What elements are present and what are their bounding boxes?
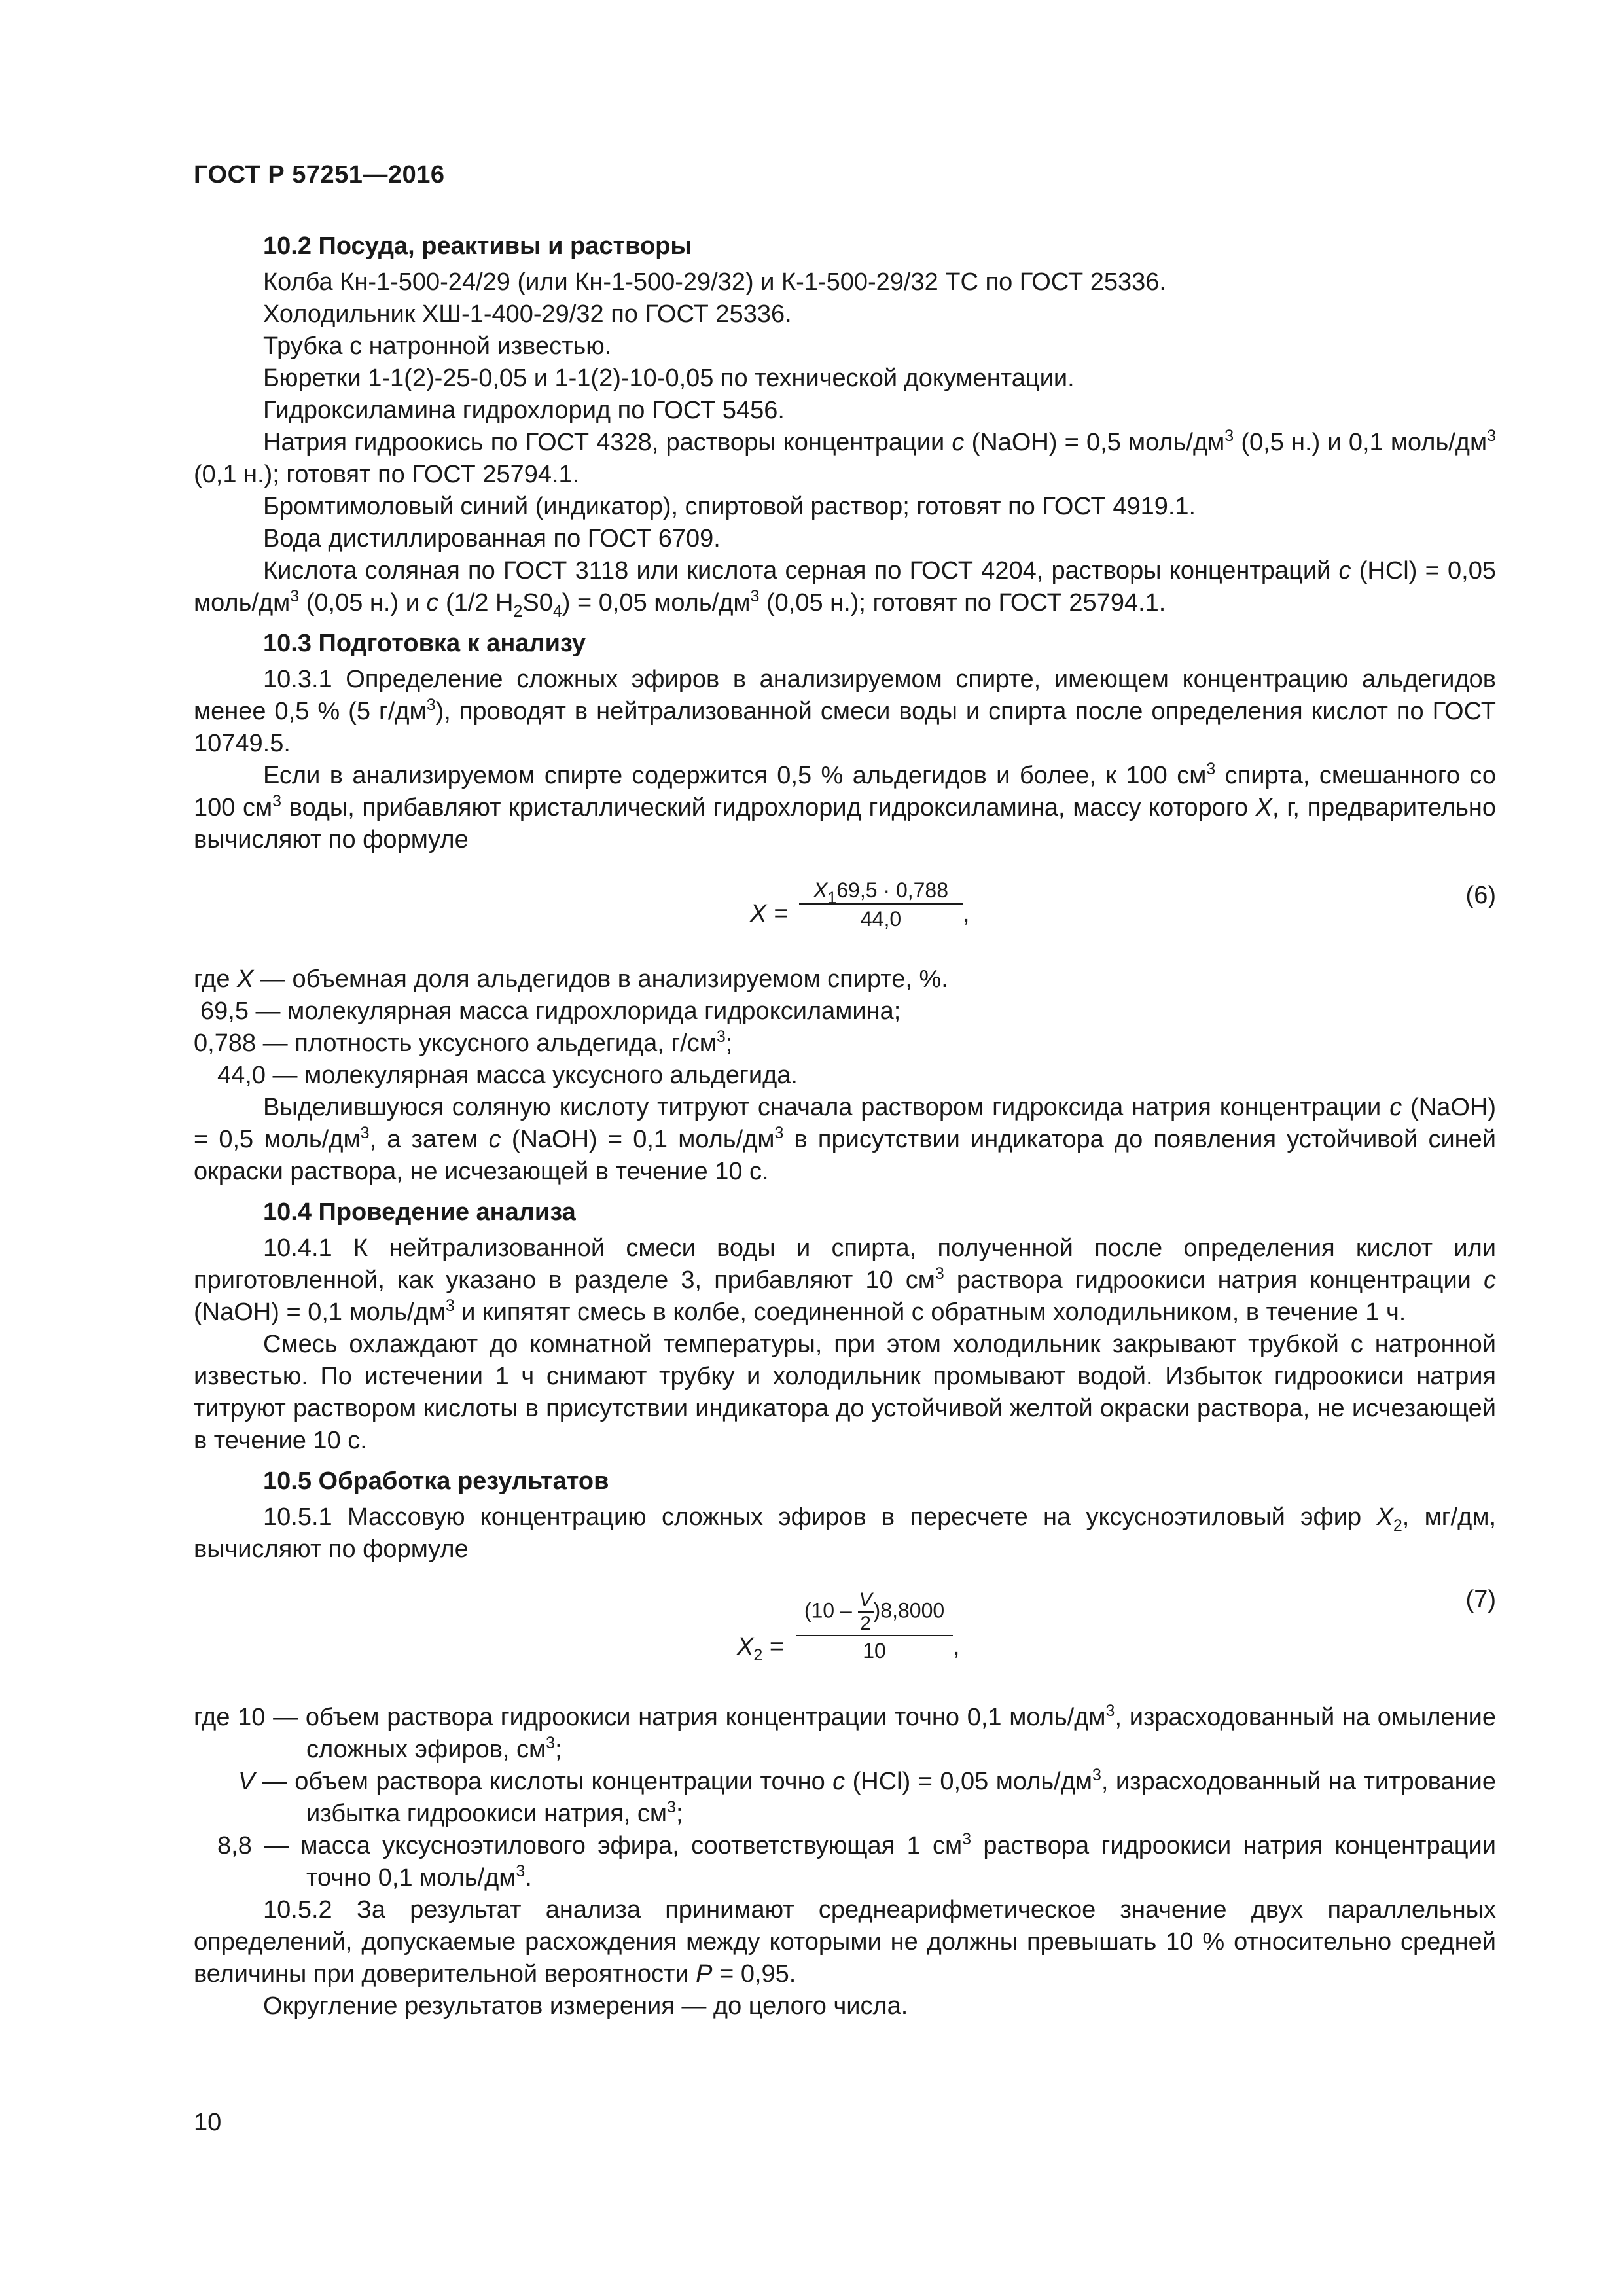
paragraph-10-3-1: 10.3.1 Определение сложных эфиров в анализируемом спирте, имеющем концентрацию альдегидов менее 0,5 % (5 $г/дм^3$), проводят в нейтрализованной смеси воды и спирта после определения кислот по ГОСТ 10749.5. xyxy=(194,666,1497,757)
section-heading-10-3: 10.3 Подготовка к анализу xyxy=(263,630,586,657)
page-content xyxy=(194,230,1496,2022)
paragraph-naoh: Натрия гидроокись по ГОСТ 4328, растворы концентрации c (NaOH) = 0,5 моль/$дм^3$ (0,5 н.) и 0,1 моль/$дм^3$ (0,1 н.); готовят по ГОСТ 25794.1. xyxy=(194,427,1497,488)
paragraph-10-4-1: 10.4.1 К нейтрализованной смеси воды и спирта, полученной после определения кислот или приготовленной, как указано в разделе 3, прибавляют 10 $см^3$ раствора гидроокиси натрия концентрации c (NaOH) = 0,1 моль/$дм^3$ и кипятят смесь в колбе, соединенной с обратным холодильником, в течение 1 ч. xyxy=(194,1234,1497,1326)
definition-line: 8,8 — масса уксусноэтилового эфира, соответствующая 1 $см^3$ раствора гидроокиси натрия концентрации точно 0,1 моль/$дм^3$. xyxy=(217,1830,1496,1892)
list-item: Трубка с натронной известью. xyxy=(263,332,612,360)
list-item: Колба Кн-1-500-24/29 (или Кн-1-500-29/32) и К-1-500-29/32 ТС по ГОСТ 25336. xyxy=(263,268,1166,296)
paragraph-10-5-1: 10.5.1 Массовую концентрацию сложных эфиров в пересчете на уксусноэтиловый эфир $X_2$, мг/дм, вычисляют по формуле xyxy=(194,1503,1497,1563)
section-heading-10-2: 10.2 Посуда, реактивы и растворы xyxy=(263,232,692,260)
formula-denominator: 10 xyxy=(796,1635,953,1664)
list-item: Бюретки 1-1(2)-25-0,05 и 1-1(2)-10-0,05 по технической документации. xyxy=(263,365,1075,392)
formula-denominator: 44,0 xyxy=(799,903,963,932)
formula-fraction xyxy=(799,877,963,932)
list-item: Бромтимоловый синий (индикатор), спиртовой раствор; готовят по ГОСТ 4919.1. xyxy=(263,493,1196,520)
definitions-7 xyxy=(194,1702,1496,1894)
list-item: Гидроксиламина гидрохлорид по ГОСТ 5456. xyxy=(263,397,785,424)
definitions-6 xyxy=(194,963,1496,1092)
paragraph-10-4-2: Смесь охлаждают до комнатной температуры, при этом холодильник закрывают трубкой с натронной известью. По истечении 1 ч снимают трубку и холодильник промывают водой. Избыток гидроокиси натрия титруют раствором кислоты в присутствии индикатора до устойчивой желтой окраски раствора, не исчезающей в течение 10 с. xyxy=(194,1331,1496,1454)
paragraph-acid: Кислота соляная по ГОСТ 3118 или кислота серная по ГОСТ 4204, растворы концентраций c (HCl) = 0,05 моль/$дм^3$ (0,05 н.) и c (1/2 $H_2S0_4) = 0,05$ моль/$дм^3$ (0,05 н.); готовят по ГОСТ 25794.1. xyxy=(194,557,1497,620)
list-item: Вода дистиллированная по ГОСТ 6709. xyxy=(263,525,721,552)
definition-line: 0,788 — плотность уксусного альдегида, $г/см^3$; xyxy=(194,1028,733,1057)
definition-line: 44,0 — молекулярная масса уксусного альдегида. xyxy=(217,1062,798,1089)
paragraph-10-5-2: 10.5.2 За результат анализа принимают среднеарифметическое значение двух параллельных определений, допускаемые расхождения между которыми не должны превышать 10 % относительно средней величины при доверительной вероятности P = 0,95. xyxy=(194,1896,1496,1988)
section-heading-10-5: 10.5 Обработка результатов xyxy=(263,1467,609,1495)
formula-numerator: $X_169,5 \cdot 0,788$ xyxy=(813,878,949,907)
formula-lhs: $X_2$ = xyxy=(737,1633,785,1664)
formula-numerator: (10 – $\frac{V}{2}$ )8,8000 xyxy=(804,1589,945,1634)
page-number: 10 xyxy=(194,2109,222,2136)
formula-fraction xyxy=(796,1589,953,1664)
paragraph-10-3-2: Если в анализируемом спирте содержится 0,5 % альдегидов и более, к 100 $см^3$ спирта, смешанного со 100 $см^3$ воды, прибавляют кристаллический гидрохлорид гидроксиламина, массу которого X, г, предварительно вычисляют по формуле xyxy=(194,760,1496,853)
equation-number: (7) xyxy=(1465,1586,1496,1613)
formula-6: X = $\frac{X_169,5 \cdot 0,788}{44,0}$ , (6) xyxy=(750,878,1496,931)
list-item: Холодильник ХШ-1-400-29/32 по ГОСТ 25336. xyxy=(263,300,792,328)
definition-line: 69,5 — молекулярная масса гидрохлорида гидроксиламина; xyxy=(200,997,901,1025)
definition-line: где X — объемная доля альдегидов в анализируемом спирте, %. xyxy=(194,965,948,993)
section-heading-10-4: 10.4 Проведение анализа xyxy=(263,1198,576,1226)
definition-line: где 10 — объем раствора гидроокиси натрия концентрации точно 0,1 моль/$дм^3$, израсходованный на омыление сложных эфиров, $см^3$; xyxy=(194,1702,1497,1763)
equation-number: (6) xyxy=(1465,882,1496,909)
formula-lhs: X = xyxy=(750,900,789,927)
document-header: ГОСТ Р 57251—2016 xyxy=(194,161,445,188)
paragraph-rounding: Округление результатов измерения — до целого числа. xyxy=(263,1992,908,2020)
formula-7: $X_2$ = (10 – $\frac{V}{2}$ )8,8000 10 , (7) xyxy=(194,1581,1496,1691)
definition-line: V — объем раствора кислоты концентрации точно c (HCl) = 0,05 моль/$дм^3$, израсходованный на титрование избытка гидроокиси натрия, $см^3$; xyxy=(238,1766,1496,1827)
paragraph-10-3-3: Выделившуюся соляную кислоту титруют сначала раствором гидроксида натрия концентрации c (NaOH) = 0,5 моль/$дм^3$, а затем c (NaOH) = 0,1 моль/$дм^3$ в присутствии индикатора до появления устойчивой синей окраски раствора, не исчезающей в течение 10 с. xyxy=(194,1094,1497,1185)
